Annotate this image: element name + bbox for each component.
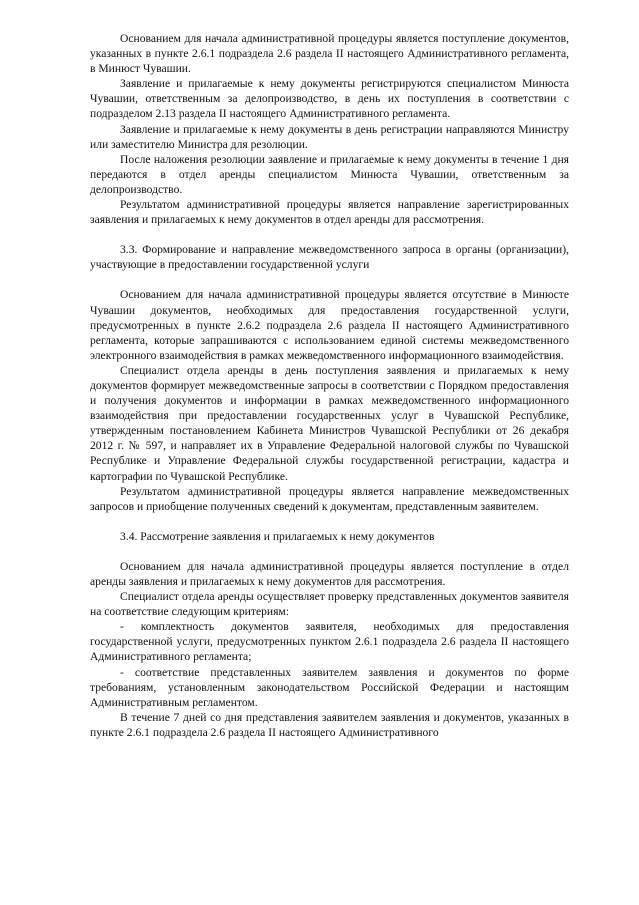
paragraph: Результатом административной процедуры является направление зарегистрированных заявления и прилагаемых к нему документов в отдел аренды для рассмотрения. — [90, 198, 569, 227]
section-heading: 3.4. Рассмотрение заявления и прилагаемых к нему документов — [120, 529, 435, 543]
section-3-4 — [90, 529, 569, 740]
spacer — [90, 272, 569, 287]
paragraph: Основанием для начала административной процедуры является поступление в отдел аренды заявления и прилагаемых к нему документов для рассмотрения. — [90, 559, 569, 588]
spacer — [90, 514, 569, 529]
paragraph: Основанием для начала административной процедуры является отсутствие в Минюсте Чувашии документов, необходимых для предоставления государственной услуги, предусмотренных в пункте 2.6.2 подраздела 2.6 раздела II настоящего Административного регламента, которые запрашиваются с использованием единой системы межведомственного электронного взаимодействия в рамках межведомственного информационного взаимодействия. — [90, 288, 569, 362]
paragraph: После наложения резолюции заявление и прилагаемые к нему документы в течение 1 дня передаются в отдел аренды специалистом Минюста Чувашии, ответственным за делопроизводство. — [90, 152, 569, 196]
list-item: - комплектность документов заявителя, необходимых для предоставления государственной услуги, предусмотренных пунктом 2.6.1 подраздела 2.6 раздела II настоящего Административного регламента; — [90, 620, 569, 664]
paragraph: Специалист отдела аренды осуществляет проверку представленных документов заявителя на соответствие следующим критериям: — [90, 590, 569, 619]
section-heading: 3.3. Формирование и направление межведомственного запроса в органы (организации), участвующие в предоставлении государственной услуги — [90, 243, 569, 272]
paragraph: Результатом административной процедуры является направление межведомственных запросов и приобщение полученных сведений к документам, представленным заявителем. — [90, 484, 569, 513]
spacer — [90, 227, 569, 242]
paragraph: Основанием для начала административной процедуры является поступление документов, указанных в пункте 2.6.1 подраздела 2.6 раздела II настоящего Административного регламента, в Минюст Чувашии. — [90, 32, 569, 76]
list-item: - соответствие представленных заявителем заявления и документов по форме требованиям, установленным законодательством Российской Федерации и настоящим Административным регламентом. — [90, 665, 569, 709]
paragraph: Специалист отдела аренды в день поступления заявления и прилагаемых к нему документов формирует межведомственные запросы в соответствии с Порядком предоставления и получения документов и информации в рамках межведомственного информационного взаимодействия при предоставлении государственных услуг в Чувашской Республике, утвержденным постановлением Кабинета Министров Чувашской Республики от 26 декабря 2012 г. № 597, и направляет их в Управление Федеральной налоговой службы по Чувашской Республике и Управление Федеральной службы государственной регистрации, кадастра и картографии по Чувашской Республике. — [90, 363, 569, 483]
paragraph: Заявление и прилагаемые к нему документы в день регистрации направляются Министру или заместителю Министра для резолюции. — [90, 122, 569, 151]
spacer — [90, 544, 569, 559]
section-3-3 — [90, 242, 569, 514]
section-intro — [90, 31, 569, 227]
paragraph: В течение 7 дней со дня представления заявителем заявления и документов, указанных в пункте 2.6.1 подраздела 2.6 раздела II настоящего Административного — [90, 710, 569, 739]
paragraph: Заявление и прилагаемые к нему документы регистрируются специалистом Минюста Чувашии, ответственным за делопроизводство, в день их поступления в соответствии с подразделом 2.13 раздела II настоящего Административного регламента. — [90, 77, 569, 121]
